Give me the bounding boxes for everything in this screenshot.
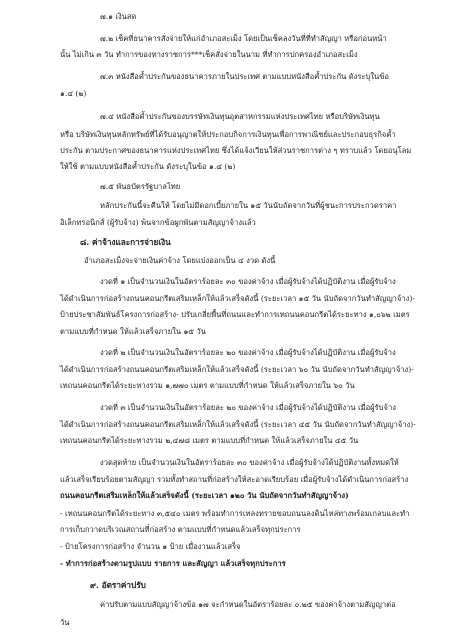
clause-7-5: ๗.๕ พันธบัตรรัฐบาลไทย	[100, 182, 181, 191]
clause-7-4-cont-1: หรือ บริษัทเงินทุนหลักทรัพย์ที่ได้รับอนุญาตให้ประกอบกิจการเงินทุนเพื่อการพาณิชย์และประกอบธุรกิจค้ำ	[60, 130, 396, 139]
clause-7-1: ๗.๑ เงินสด	[100, 12, 137, 21]
installment-2: งวดที่ ๒ เป็นจำนวนเงินในอัตราร้อยละ ๒๐ ของค่าจ้าง เมื่อผู้รับจ้างได้ปฏิบัติงาน เมื่อผู้รับจ้าง	[100, 348, 396, 357]
clause-7-3: ๗.๓ หนังสือค้ำประกันของธนาคารภายในประเทศ ตามแบบหนังสือค้ำประกัน ดังระบุในข้อ	[100, 72, 389, 81]
installment-3-cont-2: เทถนนคอนกรีตได้ระยะทางรวม ๒,๔๗๘ เมตร ตามแบบที่กำหนด ให้แล้วเสร็จภายใน ๔๕ วัน	[60, 436, 359, 445]
installment-2-cont-1: ได้ดำเนินการก่อสร้างถนนคอนกรีตเสริมเหล็กให้แล้วเสร็จดังนี้ (ระยะเวลา ๖๐ วัน นับถัดจากวันทำสัญญาจ้าง)-	[60, 365, 414, 374]
installment-final-cont-2: ถนนคอนกรีตเสริมเหล็กให้แล้วเสร็จดังนี้ (ระยะเวลา ๑๒๐ วัน นับถัดจากวันทำสัญญาจ้าง)	[60, 491, 349, 500]
installment-1-cont-3: ตามแบบที่กำหนด ให้แล้วเสร็จภายใน ๑๕ วัน	[60, 327, 206, 336]
clause-7-4-cont-3: ให้ใช้ ตามแบบหนังสือค้ำประกัน ดังระบุในข้อ ๑.๔ (๒)	[60, 162, 236, 171]
installment-1-cont-1: ได้ดำเนินการก่อสร้างถนนคอนกรีตเสริมเหล็กให้แล้วเสร็จดังนี้ (ระยะเวลา ๑๕ วัน นับถัดจากวันทำสัญญาจ้าง)-	[60, 294, 415, 303]
section-9-heading: ๙. อัตราค่าปรับ	[90, 580, 146, 590]
installment-2-cont-2: เทถนนคอนกรีตได้ระยะทางรวม ๑,๗๗๐ เมตร ตามแบบที่กำหนด ให้แล้วเสร็จภายใน ๖๐ วัน	[60, 381, 355, 390]
section-8-heading: ๘. ค่าจ้างและการจ่ายเงิน	[80, 237, 171, 247]
clause-7-4-cont-2: ประกัน ตามประกาศของธนาคารแห่งประเทศไทย ซึ่งได้แจ้งเวียนให้ส่วนราชการต่าง ๆ ทราบแล้ว โดยอนุโลม	[60, 146, 412, 155]
guarantee-return: หลักประกันนี้จะคืนให้ โดยไม่มีดอกเบี้ยภายใน ๑๕ วันนับถัดจากวันที่ผู้ชนะการประกวดราคา	[100, 201, 397, 210]
clause-7-2-cont: นั้น ไม่เกิน ๓ วัน ทำการของทางราชการ***เช็คสั่งจ่ายในนาม ที่ทำการปกครองอำเภอสะเม็ง	[60, 50, 358, 59]
final-item-road-cont: การเก็บกวาดบริเวณสถานที่ก่อสร้าง ตามแบบที่กำหนดแล้วเสร็จทุกประการ	[60, 525, 301, 534]
installment-3: งวดที่ ๓ เป็นจำนวนเงินในอัตราร้อยละ ๒๐ ของค่าจ้าง เมื่อผู้รับจ้างได้ปฏิบัติงาน เมื่อผู้รับจ้าง	[100, 403, 396, 412]
clause-7-4: ๗.๔ หนังสือค้ำประกันของบรรษัทเงินทุนอุตสาหกรรมแห่งประเทศไทย หรือบริษัทเงินทุน	[100, 112, 380, 121]
installment-1: งวดที่ ๑ เป็นจำนวนเงินในอัตราร้อยละ ๓๐ ของค่าจ้าง เมื่อผู้รับจ้างได้ปฏิบัติงาน เมื่อผู้รับจ้าง	[100, 277, 396, 286]
installment-final: งวดสุดท้าย เป็นจำนวนเงินในอัตราร้อยละ ๓๐ ของค่าจ้าง เมื่อผู้รับจ้างได้ปฏิบัติงานทั้งหมดให้	[100, 458, 399, 467]
clause-7-2: ๗.๒ เช็คที่ธนาคารสั่งจ่ายให้แก่อำเภอสะเม็ง โดยเป็นเช็คลงวันที่ที่ทำสัญญา หรือก่อนหน้า	[100, 34, 387, 43]
payment-intro: อำเภอสะเม็งจะจ่ายเงินค่าจ้าง โดยแบ่งออกเป็น ๔ งวด ดังนี้	[84, 256, 276, 265]
clause-7-3-cont: ๑.๔ (๒)	[60, 89, 87, 98]
penalty-rate: ค่าปรับตามแบบสัญญาจ้างข้อ ๑๗ จะกำหนดในอัตราร้อยละ ๐.๒๕ ของค่าจ้างตามสัญญาต่อ	[100, 600, 396, 609]
installment-1-cont-2: ป้ายประชาสัมพันธ์โครงการก่อสร้าง- ปรับเกลี่ยพื้นที่ถนนและทำการเทถนนคอนกรีตได้ระยะทาง ๑,๐๖๒ เมตร	[60, 310, 410, 319]
final-item-complete: - ทำการก่อสร้างตามรูปแบบ รายการ และสัญญา แล้วเสร็จทุกประการ	[60, 559, 286, 568]
guarantee-return-cont: อิเล็กทรอนิกส์ (ผู้รับจ้าง) พ้นจากข้อผูกพันตามสัญญาจ้างแล้ว	[60, 218, 256, 227]
penalty-rate-cont: วัน	[60, 618, 70, 627]
installment-3-cont-1: ได้ดำเนินการก่อสร้างถนนคอนกรีตเสริมเหล็กให้แล้วเสร็จดังนี้ (ระยะเวลา ๔๕ วัน นับถัดจากวันทำสัญญาจ้าง)-	[60, 420, 416, 429]
final-item-road: - เทถนนคอนกรีตได้ระยะทาง ๓,๕๔๐ เมตร พร้อมทำการเทลงทรายขอบถนนลงดินไหล่ทางพร้อมเกลบและทำ	[60, 509, 410, 518]
installment-final-cont-1: แล้วเสร็จเรียบร้อยตามสัญญา รวมทั้งทำสถานที่ก่อสร้างให้สะอาดเรียบร้อย เมื่อผู้รับจ้างได้ดำเนินการก่อสร้าง	[60, 475, 409, 484]
final-item-sign: - ป้ายโครงการก่อสร้าง จำนวน ๑ ป้าย เมื่องานแล้วเสร็จ	[60, 542, 241, 551]
